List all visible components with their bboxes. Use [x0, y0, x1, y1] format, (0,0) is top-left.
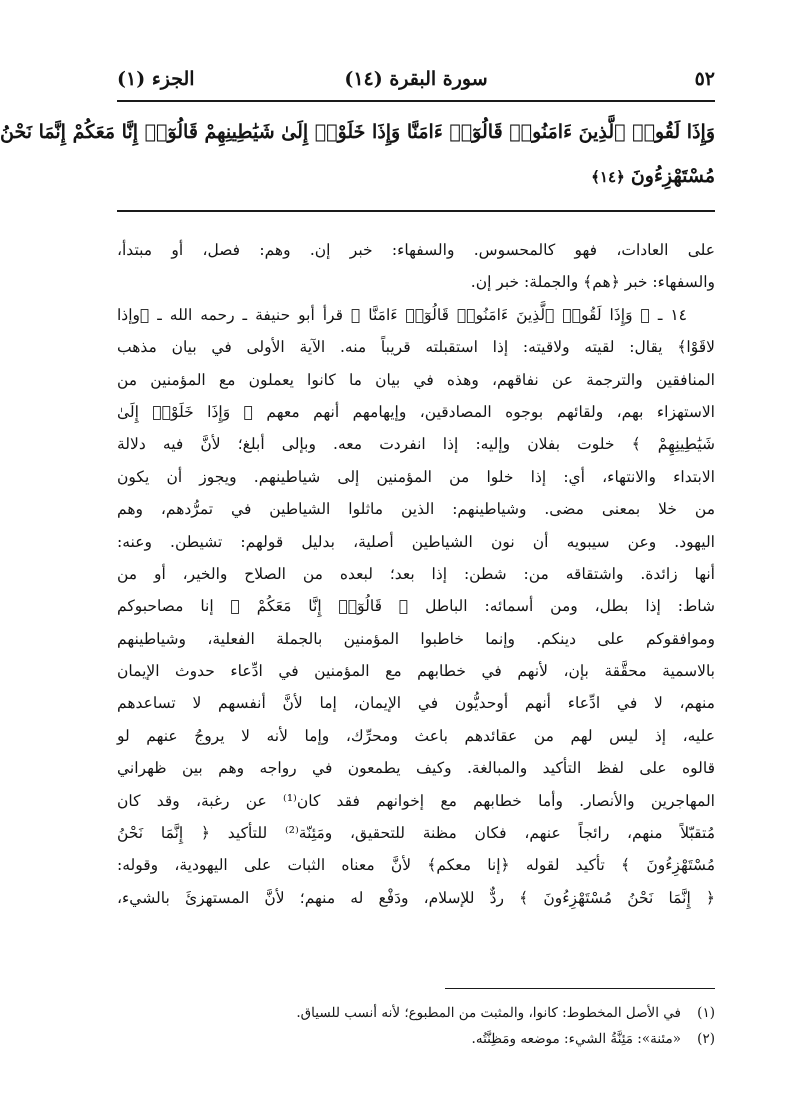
- commentary-line: المنافقين والترجمة عن نفاقهم، وهذه في بيان ما كانوا يعملون مع المؤمنين من: [117, 370, 715, 389]
- commentary-line: من خلا بمعنى مضى. وشياطينهم: الذين ماثلوا الشياطين في تمرُّدهم، وهم: [117, 500, 715, 519]
- commentary-line: مُسْتَهْزِءُونَ ﴾ تأكيد لقوله ﴿إنا معكم﴾ لأنَّ معناه الثبات على اليهودية، وقوله:: [117, 856, 715, 875]
- page-number: ٥٢: [694, 68, 715, 90]
- verse-separator: [117, 210, 715, 212]
- verse-line: وَإِذَا لَقُوا۟ ٱلَّذِينَ ءَامَنُوا۟ قَالُوٓا۟ ءَامَنَّا وَإِذَا خَلَوْا۟ إِلَىٰ شَيَٰطِينِهِمْ قَالُوٓا۟ إِنَّا مَعَكُمْ إِنَّمَا نَحْنُ: [0, 121, 715, 143]
- commentary-line: مُتقبّلاً منهم، رائجاً عنهم، فكان مظنة للتحقيق، ومَئِنّة⁽²⁾ للتأكيد ﴿ إِنَّمَا نَحْنُ: [117, 824, 715, 843]
- surah-title: سورة البقرة (١٤): [344, 68, 488, 90]
- running-header: [117, 66, 715, 102]
- commentary-line: قالوه على لفظ التأكيد والمبالغة. وكيف يطمعون في رواجه وهم بين ظهراني: [117, 759, 715, 778]
- footnote-marker: (١): [697, 1005, 715, 1021]
- commentary-line: وموافقوكم على دينكم. وإنما خاطبوا المؤمنين بالجملة الفعلية، وشياطينهم: [117, 629, 715, 648]
- verse-line-text: مُسْتَهْزِءُونَ: [630, 165, 715, 187]
- commentary-text: [117, 234, 715, 914]
- commentary-line: اليهود. وعن سيبويه أن نون الشياطين أصلية، بدليل قولهم: تشيطن. وعنه:: [117, 532, 715, 551]
- commentary-line: عليه، إذ ليس لهم من عقائدهم باعث ومحرِّك، وإما لأنه لا يروجُ عنهم لو: [117, 726, 715, 745]
- commentary-line: الاستهزاء بهم، ولقائهم بوجوه المصادقين، وإيهامهم أنهم معهم ﴿ وَإِذَا خَلَوْا۟ إِلَىٰ: [117, 402, 715, 421]
- footnote-text: في الأصل المخطوط: كانوا، والمثبت من المطبوع؛ لأنه أنسب للسياق.: [296, 1005, 681, 1021]
- footnote-separator: [445, 988, 715, 989]
- commentary-line: لاقَوْا﴾ يقال: لقيته ولاقيته: إذا استقبلته قريباً منه. الآية الأولى في بيان مذهب: [117, 338, 715, 357]
- commentary-line: ﴿ إِنَّمَا نَحْنُ مُسْتَهْزِءُونَ ﴾ ردٌّ للإسلام، ودَفْع له منهم؛ لأنَّ المستهزئَ بالشيء،: [117, 888, 715, 907]
- verse-end-marker: ﴿١٤﴾: [591, 168, 625, 186]
- commentary-line: بالاسمية محقَّقة بإن، لأنهم في خطابهم مع المؤمنين في ادِّعاء حدوث الإيمان: [117, 662, 715, 681]
- commentary-line: على العادات، فهو كالمحسوس. والسفهاء: خبر إن. وهم: فصل، أو مبتدأ،: [117, 241, 715, 259]
- commentary-line: شَيَٰطِينِهِمْ ﴾ خلوت بفلان وإليه: إذا انفردت معه. وبإلى أبلغ؛ لأنَّ فيه دلالة: [117, 435, 715, 454]
- commentary-line: المهاجرين والأنصار. وأما خطابهم مع إخوانهم فقد كان⁽¹⁾ عن رغبة، وقد كان: [117, 791, 715, 810]
- verse-line-last: [117, 154, 715, 199]
- footnote-1: [117, 1000, 715, 1026]
- quran-verse: [0, 110, 715, 206]
- commentary-line: أنها زائدة. واشتقاقه من: شطن: إذا بعد؛ لبعده من الصلاح والخير، أو من: [117, 564, 715, 583]
- commentary-line: الابتداء والانتهاء، أي: إذا خلوا من المؤمنين إلى شياطينهم. ويجوز أن يكون: [117, 467, 715, 486]
- commentary-line: والسفهاء: خبر ﴿هم﴾ والجملة: خبر إن.: [470, 273, 715, 292]
- footnote-marker: (٢): [697, 1031, 715, 1047]
- footnote-2: [117, 1026, 715, 1052]
- commentary-line: منهم، لا في ادِّعاء أنهم أوحديُّون في الإيمان، إما لأنَّ أنفسهم لا تساعدهم: [117, 694, 715, 713]
- footnotes: [117, 1000, 715, 1052]
- commentary-line: ١٤ ـ ﴿ وَإِذَا لَقُوا۟ ٱلَّذِينَ ءَامَنُوا۟ قَالُوٓا۟ ءَامَنَّا ﴾ قرأ أبو حنيفة ـ رحمه الله ـ ﴿وإذا: [117, 305, 687, 324]
- juz-label: الجزء (١): [117, 68, 195, 90]
- footnote-text: «مئنة»: مَئِنَّةُ الشيء: موضعه ومَظِنَّتُه.: [471, 1031, 681, 1047]
- commentary-line: شاط: إذا بطل، ومن أسمائه: الباطل ﴿ قَالُوٓا۟ إِنَّا مَعَكُمْ ﴾ إنا مصاحبوكم: [117, 597, 715, 616]
